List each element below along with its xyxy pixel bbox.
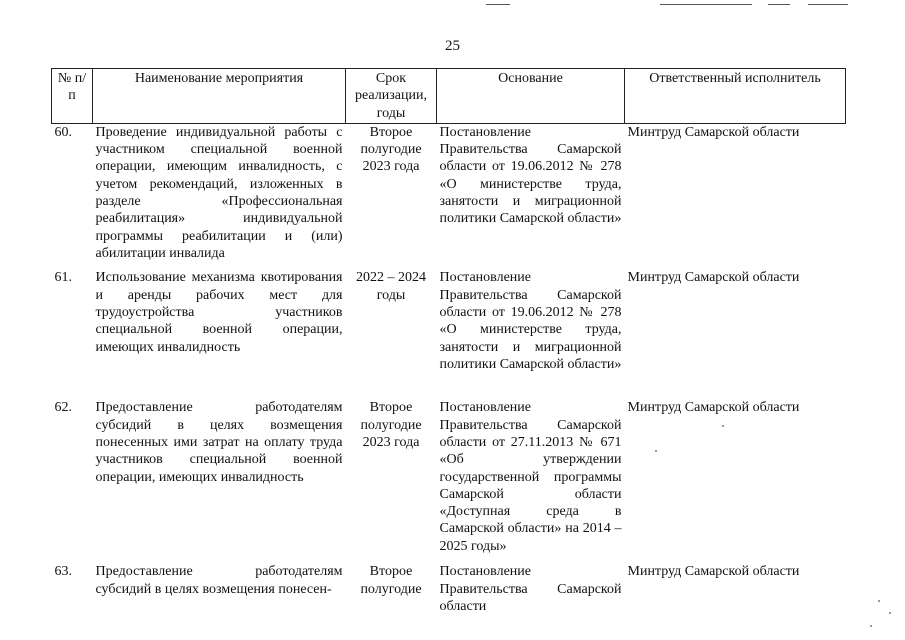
row-term: Второе полугодие 2023 года <box>360 124 422 175</box>
row-executor: Минтруд Самарской области <box>627 400 800 416</box>
table-row <box>52 123 846 269</box>
row-name: Предоставление работодателям субсидий в целях возмещения понесен- <box>95 564 343 597</box>
header-name: Наименование мероприятия <box>93 69 346 124</box>
row-name: Проведение индивидуальной работы с участником специальной военной операции, имеющим инвалидность, с учетом рекомендаций, изложенных в разделе «Профессиональная реабилитация» индивидуальной программы реабилитации и (или) абилитации инвалида <box>95 124 343 261</box>
measures-table <box>51 68 846 615</box>
row-num: 62. <box>54 400 72 416</box>
row-num: 61. <box>54 270 72 286</box>
row-name: Предоставление работодателям субсидий в целях возмещения понесенных ими затрат на оплату труда участников специальной военной операции, имеющих инвалидность <box>95 400 343 485</box>
table-row <box>52 563 846 615</box>
row-num: 60. <box>54 124 72 140</box>
row-name: Использование механизма квотирования и аренды рабочих мест для трудоустройства участников специальной военной операции, имеющих инвалидность <box>95 270 343 355</box>
row-term: Второе полугодие <box>360 564 422 597</box>
top-edge-marks <box>0 0 905 10</box>
row-basis: Постановление Правительства Самарской области от 27.11.2013 № 671 «Об утверждении государственной программы Самарской области «Доступная среда в Самарской области» на 2014 – 2025 годы» <box>439 400 622 554</box>
page-number: 25 <box>445 38 460 54</box>
row-basis: Постановление Правительства Самарской области от 19.06.2012 № 278 «О министерстве труда, занятости и миграционной политики Самарской области» <box>439 124 622 227</box>
row-num: 63. <box>54 564 72 580</box>
table-row <box>52 269 846 399</box>
row-executor: Минтруд Самарской области <box>627 124 800 140</box>
row-basis: Постановление Правительства Самарской области от 19.06.2012 № 278 «О министерстве труда, занятости и миграционной политики Самарской области» <box>439 270 622 372</box>
row-term: 2022 – 2024 годы <box>356 270 426 303</box>
header-executor: Ответственный исполнитель <box>625 69 846 124</box>
header-basis: Основание <box>437 69 625 124</box>
header-term: Срок реализации, годы <box>346 69 437 124</box>
row-executor: Минтруд Самарской области <box>627 564 800 580</box>
row-executor: Минтруд Самарской области <box>627 270 800 286</box>
row-basis: Постановление Правительства Самарской области <box>439 564 622 614</box>
table-row <box>52 399 846 563</box>
table-header <box>52 69 846 124</box>
row-term: Второе полугодие 2023 года <box>360 400 422 450</box>
header-num: № п/п <box>52 69 93 124</box>
